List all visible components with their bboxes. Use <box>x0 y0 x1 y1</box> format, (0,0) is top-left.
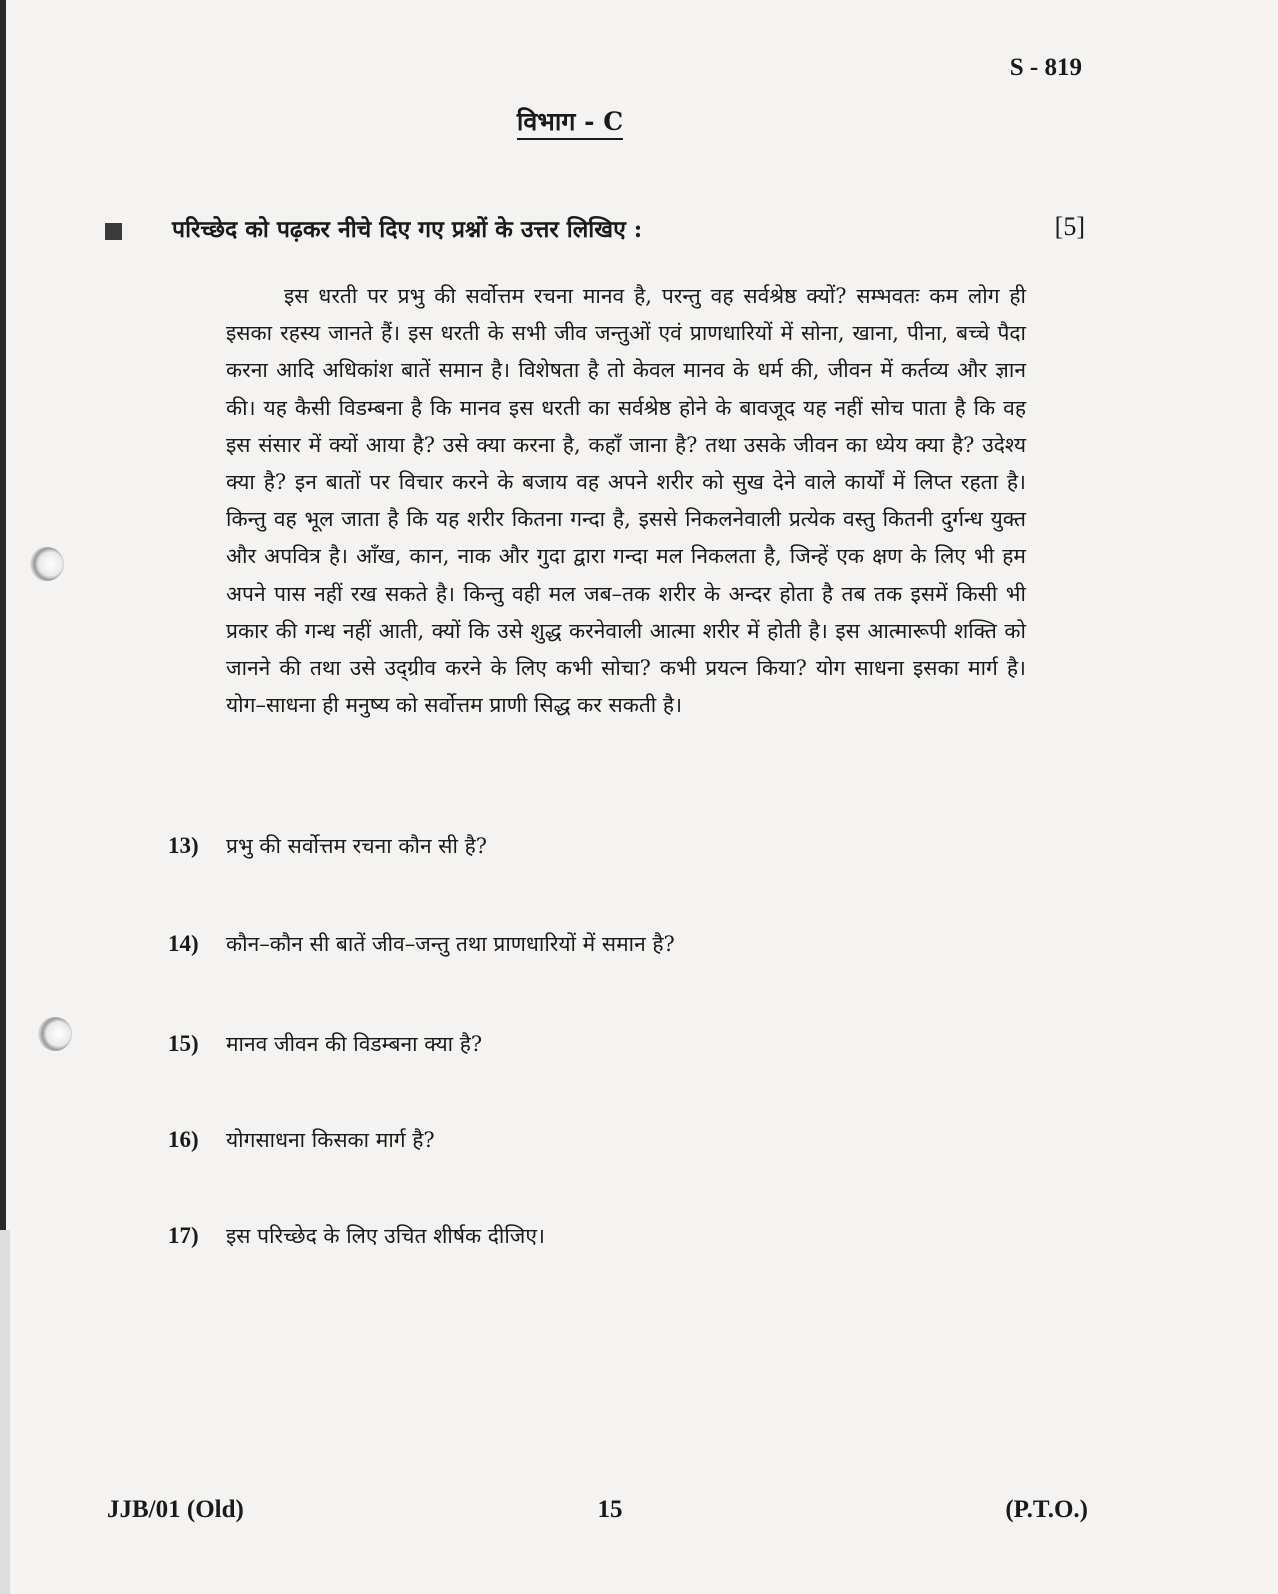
question-text: मानव जीवन की विडम्बना क्या है? <box>226 1032 483 1056</box>
footer-paper-code: JJB/01 (Old) <box>107 1496 244 1523</box>
passage: इस धरती पर प्रभु की सर्वोत्तम रचना मानव है, परन्तु वह सर्वश्रेष्ठ क्यों? सम्भवतः कम लोग ही इसका रहस्य जानते हैं। इस धरती के सभी जीव जन्तुओं एवं प्राणधारियों में सोना, खाना, पीना, बच्चे पैदा करना आदि अधिकांश बातें समान है। विशेषता है तो केवल मानव के धर्म की, जीवन में कर्तव्य और ज्ञान की। यह कैसी विडम्बना है कि मानव इस धरती का सर्वश्रेष्ठ होने के बावजूद यह नहीं सोच पाता है कि वह इस संसार में क्यों आया है? उसे क्या करना है, कहाँ जाना है? तथा उसके जीवन का ध्येय क्या है? उदेश्य क्या है? इन बातों पर विचार करने के बजाय वह अपने शरीर को सुख देने वाले कार्यों में लिप्त रहता है। किन्तु वह भूल जाता है कि यह शरीर कितना गन्दा है, इससे निकलनेवाली प्रत्येक वस्तु कितनी दुर्गन्ध युक्त और अपवित्र है। आँख, कान, नाक और गुदा द्वारा गन्दा मल निकलता है, जिन्हें एक क्षण के लिए भी हम अपने पास नहीं रख सकते है। किन्तु वही मल जब–तक शरीर के अन्दर होता है तब तक इसमें किसी भी प्रकार की गन्ध नहीं आती, क्यों कि उसे शुद्ध करनेवाली आत्मा शरीर में होती है। इस आत्मारूपी शक्ति को जानने की तथा उसे उद्ग्रीव करने के लिए कभी सोचा? कभी प्रयत्न किया? योग साधना इसका मार्ग है। योग–साधना ही मनुष्य को सर्वोत्तम प्राणी सिद्ध कर सकती है। <box>226 284 1026 718</box>
question-item <box>168 832 968 860</box>
question-text: इस परिच्छेद के लिए उचित शीर्षक दीजिए। <box>226 1224 545 1248</box>
question-item <box>168 1030 968 1058</box>
question-number: 16) <box>168 1127 199 1152</box>
question-text: कौन–कौन सी बातें जीव–जन्तु तथा प्राणधारियों में समान है? <box>226 932 675 956</box>
question-item <box>168 1126 968 1154</box>
punch-hole <box>30 547 64 581</box>
question-number: 14) <box>168 931 199 956</box>
section-title-text: विभाग - C <box>517 107 623 140</box>
page-edge-lower <box>0 1230 10 1594</box>
question-item <box>168 1222 968 1250</box>
question-item <box>168 930 968 958</box>
question-number: 17) <box>168 1223 199 1248</box>
marks-label: [5] <box>1054 212 1085 241</box>
page-number: 15 <box>597 1496 623 1523</box>
question-text: प्रभु की सर्वोत्तम रचना कौन सी है? <box>226 834 487 858</box>
pto-label: (P.T.O.) <box>1005 1496 1088 1523</box>
instruction-row <box>105 212 1085 252</box>
punch-hole <box>38 1017 72 1051</box>
paper-code: S - 819 <box>1009 54 1082 81</box>
question-number: 15) <box>168 1031 199 1056</box>
question-text: योगसाधना किसका मार्ग है? <box>226 1128 435 1152</box>
square-bullet-icon <box>105 223 122 240</box>
section-title <box>470 104 670 138</box>
question-number: 13) <box>168 833 199 858</box>
instruction-text: परिच्छेद को पढ़कर नीचे दिए गए प्रश्नों के उत्तर लिखिए : <box>172 216 643 243</box>
